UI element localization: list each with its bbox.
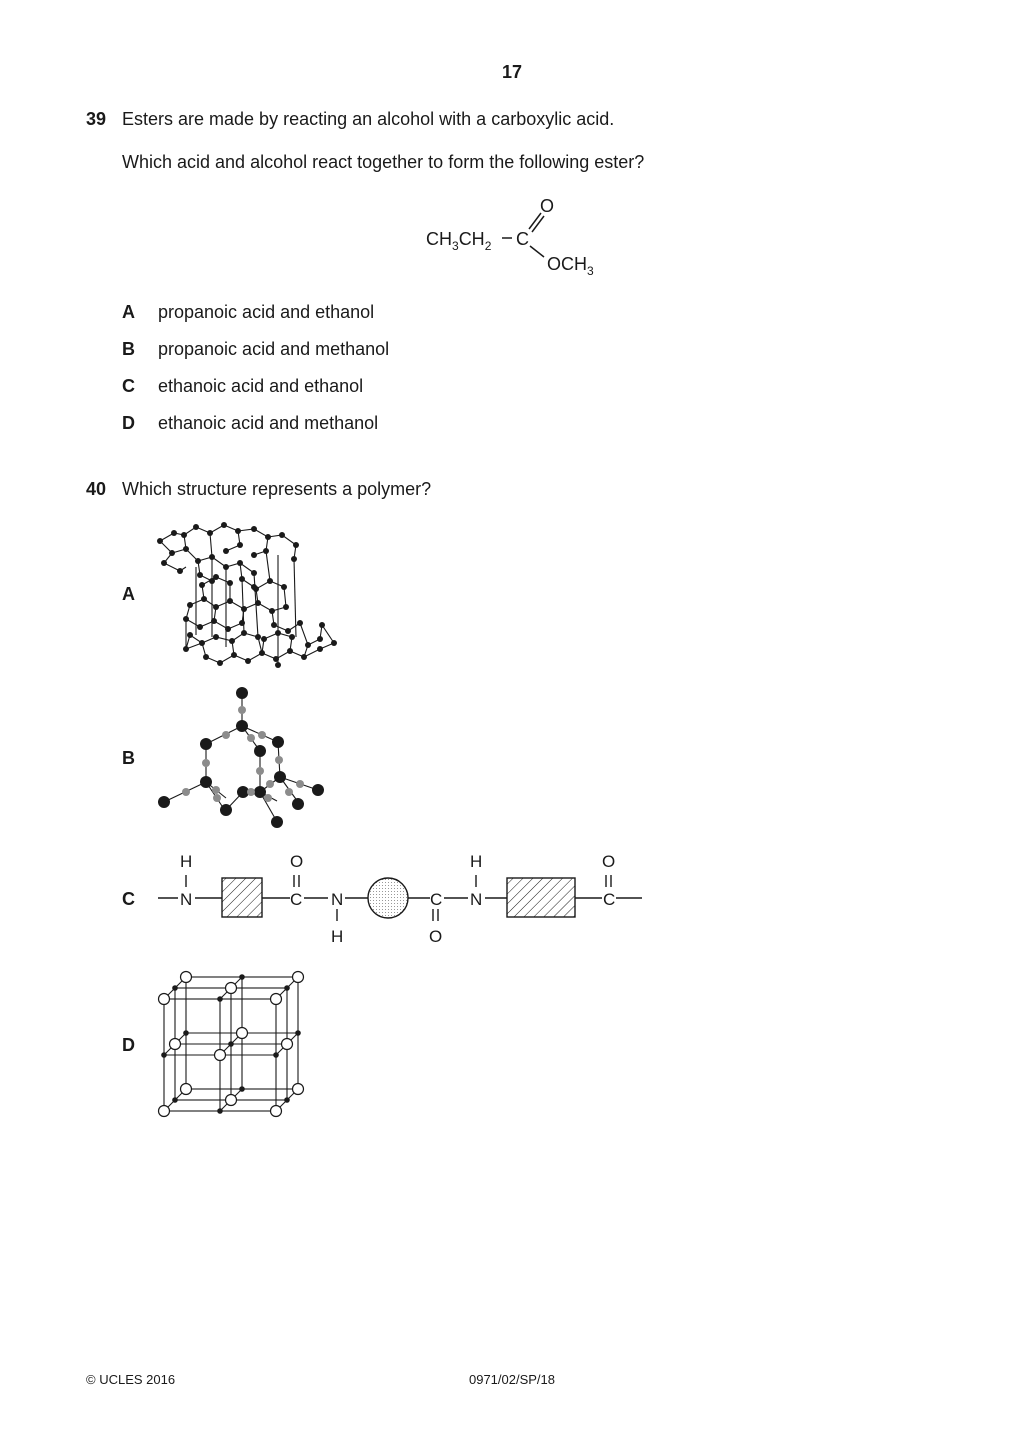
c-n-3: N [470,890,483,909]
c-n-1: N [180,890,193,909]
ester-structure [420,192,620,282]
c-h-2: H [331,927,344,946]
c-c-1: C [290,890,303,909]
q39-option-c-letter: C [122,376,135,396]
q40-option-d-letter: D [122,1035,135,1055]
footer-paper-code: 0971/02/SP/18 [468,1372,556,1387]
ester-o-bond [530,246,544,257]
q40-option-b-letter: B [122,748,135,768]
q39-option-d-letter: D [122,413,135,433]
c-n-2: N [331,890,344,909]
question-40-stem: Which structure represents a polymer? [122,479,432,499]
c-o-3: O [602,852,616,871]
q39-option-c-text: ethanoic acid and ethanol [158,376,364,396]
c-o-1: O [290,852,304,871]
question-39-stem-2: Which acid and alcohol react together to form the following ester? [122,152,645,172]
structure-b-giant-covalent [150,680,335,830]
q40-option-c-letter: C [122,889,135,909]
q39-option-a-text: propanoic acid and ethanol [158,302,375,322]
ester-oxygen: O [540,196,555,216]
q39-option-a-letter: A [122,302,135,322]
c-h-1: H [180,852,193,871]
question-39-number: 39 [86,109,107,129]
ester-ch3-text: $CH_3CH_2$ [426,229,492,253]
ester-carbon: C [516,229,529,249]
page-number: 17 [501,62,523,82]
c-c-3: C [603,890,616,909]
q40-option-a-letter: A [122,584,135,604]
structure-a-layered-lattice [150,515,345,670]
ester-och3-text: $OCH_3$ [547,254,594,278]
q39-option-b-letter: B [122,339,135,359]
structure-d-ionic-lattice [150,965,320,1120]
q39-option-d-text: ethanoic acid and methanol [158,413,379,433]
c-h-3: H [470,852,483,871]
question-40-number: 40 [86,479,107,499]
c-c-2: C [430,890,443,909]
structure-c-polyamide [150,845,650,955]
c-o-2: O [429,927,443,946]
q39-option-b-text: propanoic acid and methanol [158,339,390,359]
ester-double-bond-2 [532,216,544,232]
question-39-stem-1: Esters are made by reacting an alcohol with a carboxylic acid. [122,109,615,129]
footer-copyright: © UCLES 2016 [86,1372,176,1387]
